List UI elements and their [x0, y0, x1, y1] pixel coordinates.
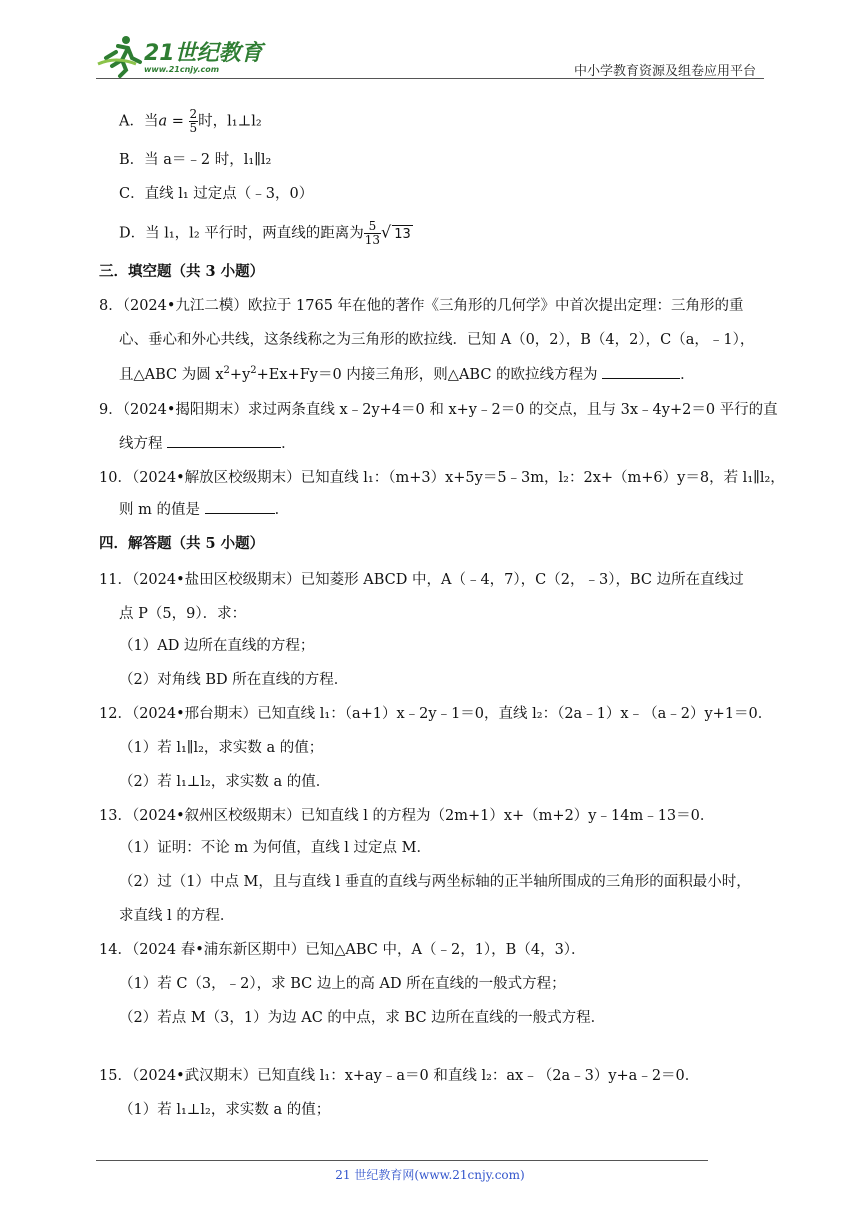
question-15-part-1: （1）若 l₁⊥l₂，求实数 a 的值；	[119, 1102, 331, 1118]
question-14-part-1: （1）若 C（3，﹣2），求 BC 边上的高 AD 所在直线的一般式方程；	[119, 976, 566, 992]
answer-blank[interactable]	[602, 366, 680, 379]
fraction: $\frac{2}{5}$	[189, 107, 198, 136]
question-12-part-2: （2）若 l₁⊥l₂，求实数 a 的值．	[119, 774, 331, 790]
option-d: D．当 l₁，l₂ 平行时，两直线的距离为 $\frac{5}{13}$ √ 13	[119, 219, 411, 248]
question-10-line-1: 10．（2024•解放区校级期末）已知直线 l₁：（m+3）x+5y＝5﹣3m，l₂：2x+（m+6）y＝8，若 l₁∥l₂，	[99, 470, 785, 486]
question-11-line-1: 11．（2024•盐田区校级期末）已知菱形 ABCD 中，A（﹣4，7），C（2，﹣3），BC 边所在直线过	[99, 572, 744, 588]
question-14-line-1: 14．（2024 春•浦东新区期中）已知△ABC 中，A（﹣2，1），B（4，3）．	[99, 942, 586, 958]
answer-blank[interactable]	[205, 501, 275, 514]
footer-divider	[96, 1160, 708, 1161]
header-divider	[96, 78, 764, 79]
fraction: $\frac{5}{13}$	[364, 219, 381, 248]
question-9-line-2: 线方程 ．	[119, 436, 296, 452]
option-a: A．当a = $\frac{2}{5}$ 时，l₁⊥l₂	[119, 107, 262, 136]
answer-blank[interactable]	[167, 435, 281, 448]
question-14-part-2: （2）若点 M（3，1）为边 AC 的中点，求 BC 边所在直线的一般式方程．	[119, 1010, 606, 1026]
question-13-part-1: （1）证明：不论 m 为何值，直线 l 过定点 M．	[119, 840, 432, 856]
question-8-line-2: 心、垂心和外心共线，这条线称之为三角形的欧拉线．已知 A（0，2），B（4，2），C（a，﹣1），	[119, 332, 755, 348]
logo-url: www.21cnjy.com	[144, 65, 220, 74]
question-9-line-1: 9．（2024•揭阳期末）求过两条直线 x﹣2y+4＝0 和 x+y﹣2＝0 的交点，且与 3x﹣4y+2＝0 平行的直	[99, 402, 778, 418]
page-footer: 21 世纪教育网(www.21cnjy.com)	[335, 1168, 525, 1182]
option-c: C．直线 l₁ 过定点（﹣3，0）	[119, 186, 314, 202]
question-11-part-2: （2）对角线 BD 所在直线的方程．	[119, 672, 349, 688]
question-8-line-1: 8．（2024•九江二模）欧拉于 1765 年在他的著作《三角形的几何学》中首次提出定理：三角形的重	[99, 298, 744, 314]
option-b: B．当 a＝﹣2 时，l₁∥l₂	[119, 152, 272, 168]
question-13-part-2-cont: 求直线 l 的方程．	[119, 908, 235, 924]
sqrt-icon: √	[381, 222, 392, 242]
question-10-line-2: 则 m 的值是 ．	[119, 502, 290, 518]
question-13-part-2: （2）过（1）中点 M，且与直线 l 垂直的直线与两坐标轴的正半轴所围成的三角形的面积最小时，	[119, 874, 751, 890]
header-tagline: 中小学教育资源及组卷应用平台	[573, 64, 756, 79]
question-15-line-1: 15．（2024•武汉期末）已知直线 l₁：x+ay﹣a＝0 和直线 l₂：ax﹣（2a﹣3）y+a﹣2＝0．	[99, 1068, 700, 1084]
question-11-line-2: 点 P（5，9）．求：	[119, 606, 247, 622]
page-header	[0, 0, 860, 80]
question-11-part-1: （1）AD 边所在直线的方程；	[119, 638, 315, 654]
question-12-line-1: 12．（2024•邢台期末）已知直线 l₁：（a+1）x﹣2y﹣1＝0，直线 l₂：（2a﹣1）x﹣（a﹣2）y+1＝0．	[99, 706, 773, 722]
logo-text: 21世纪教育	[144, 41, 263, 66]
question-8-line-3: 且△ABC 为圆 $x^2+y^2+Ex+Fy=0$ 内接三角形，则△ABC 的欧拉线方程为 ．	[119, 365, 695, 383]
question-13-line-1: 13．（2024•叙州区校级期末）已知直线 l 的方程为（2m+1）x+（m+2）y﹣14m﹣13＝0．	[99, 808, 715, 824]
section-4-title: 四．解答题（共 5 小题）	[99, 535, 265, 552]
question-12-part-1: （1）若 l₁∥l₂，求实数 a 的值；	[119, 740, 324, 756]
section-3-title: 三．填空题（共 3 小题）	[99, 263, 265, 280]
